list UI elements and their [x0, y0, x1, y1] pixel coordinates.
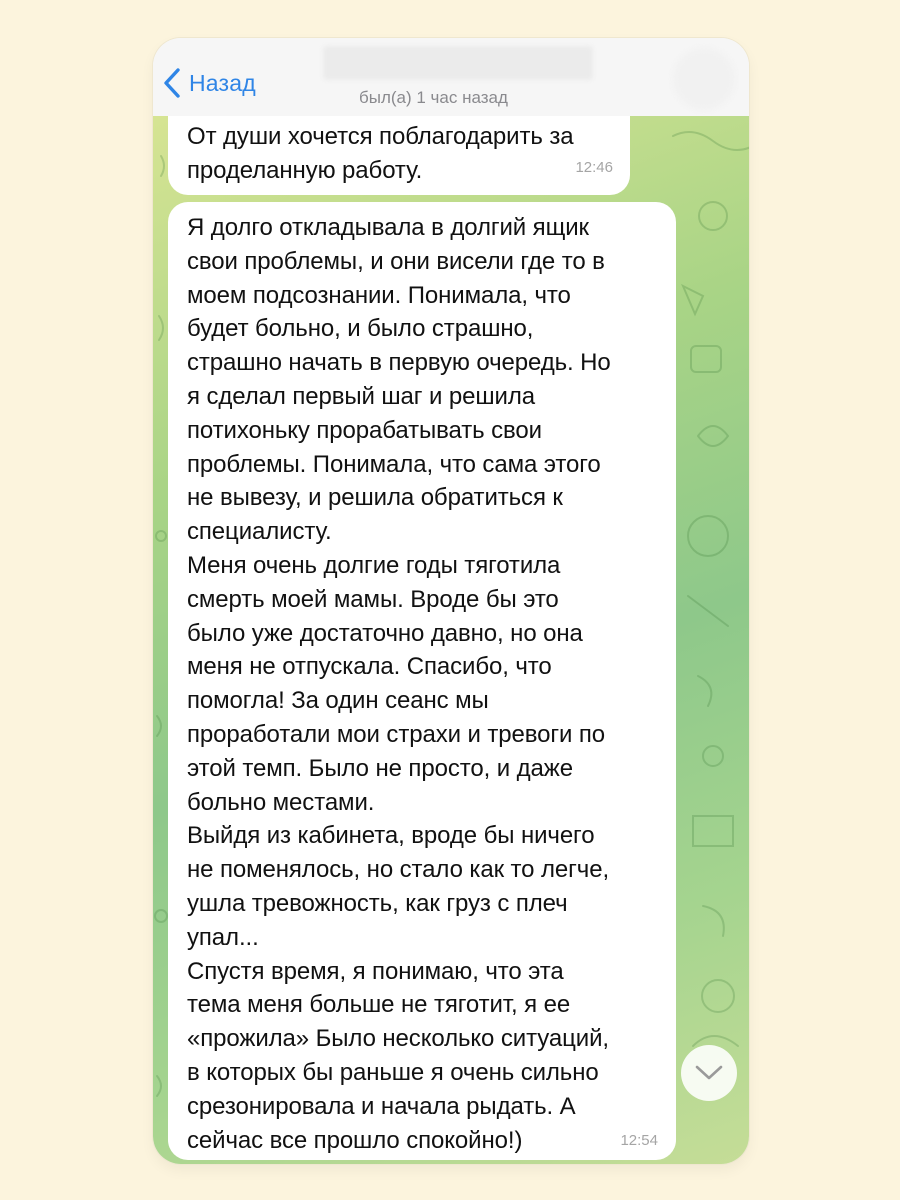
message-text: Я долго откладывала в долгий ящик свои проблемы, и они висели где то в моем подсознании. Понимала, что будет больно, и было страшно, страшно начать в первую очередь. Но я сделал первый шаг и решила потихоньку прорабатывать свои проблемы. Понимала, что сама этого не вывезу, и решила обратиться к специалисту. Меня очень долгие годы тяготила смерть моей мамы. Вроде бы это было уже достаточно давно, но она меня не отпускала. Спасибо, что помогла! За один сеанс мы проработали мои страхи и тревоги по этой темп. Было не просто, и даже больно местами. Выйдя из кабинета, вроде бы ничего не поменялось, но стало как то легче, ушла тревожность, как груз с плеч упал... Спустя время, я понимаю, что эта тема меня больше не тяготит, я ее «прожила» Было несколько ситуаций, в которых бы раньше я очень сильно срезонировала и начала рыдать. А сейчас все прошло спокойно!)	[187, 214, 611, 1154]
message-time: 12:46	[575, 159, 613, 177]
scroll-down-button[interactable]	[681, 1045, 737, 1101]
message-time: 12:54	[620, 1132, 658, 1150]
phone-screen	[153, 38, 749, 1164]
avatar[interactable]	[673, 48, 735, 110]
back-label: Назад	[189, 69, 256, 96]
chevron-left-icon	[161, 66, 183, 100]
back-button[interactable]	[161, 66, 256, 100]
chat-area[interactable]	[153, 116, 749, 1164]
message-text: От души хочется поблагодарить за проделанную работу.	[187, 123, 574, 184]
chat-header	[153, 38, 749, 116]
contact-name-redacted[interactable]	[323, 46, 593, 80]
message-bubble[interactable]	[168, 116, 630, 195]
chevron-down-icon	[694, 1064, 724, 1082]
contact-status: был(а) 1 час назад	[359, 88, 508, 107]
message-bubble[interactable]	[168, 202, 676, 1160]
